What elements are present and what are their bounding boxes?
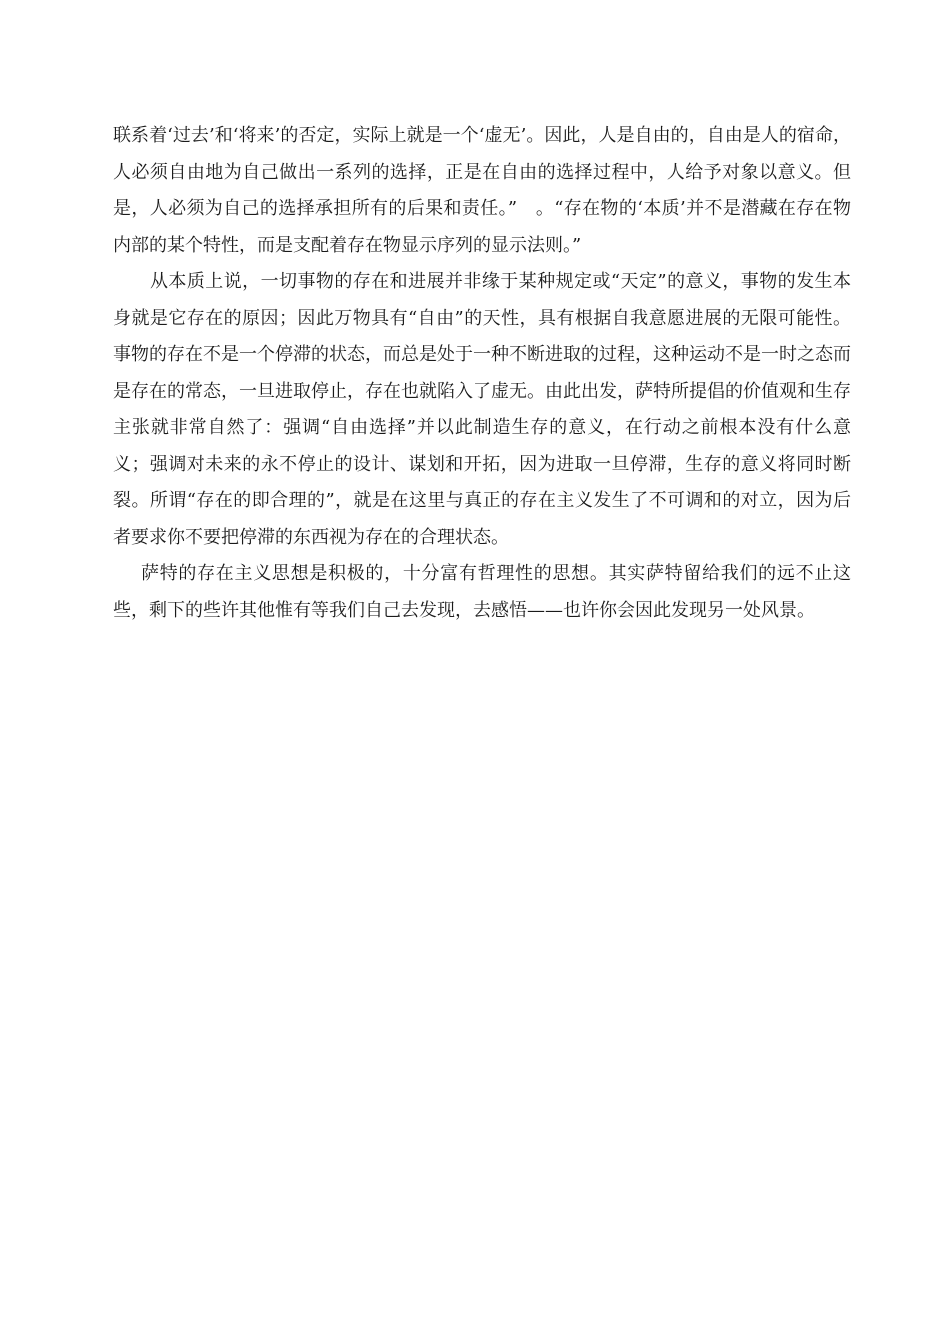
paragraph-3: 萨特的存在主义思想是积极的，十分富有哲理性的思想。其实萨特留给我们的远不止这些，剩下的些许其他惟有等我们自己去发现，去感悟——也许你会因此发现另一处风景。 <box>113 563 851 621</box>
paragraph-2: 从本质上说，一切事物的存在和进展并非缘于某种规定或“天定”的意义，事物的发生本身就是它存在的原因；因此万物具有“自由”的天性，具有根据自我意愿进展的无限可能性。事物的存在不是一个停滞的状态，而总是处于一种不断进取的过程，这种运动不是一时之态而是存在的常态，一旦进取停止，存在也就陷入了虚无。由此出发，萨特所提倡的价值观和生存主张就非常自然了：强调“自由选择”并以此制造生存的意义，在行动之前根本没有什么意义；强调对未来的永不停止的设计、谋划和开拓，因为进取一旦停滞，生存的意义将同时断裂。所谓“存在的即合理的”，就是在这里与真正的存在主义发生了不可调和的对立，因为后者要求你不要把停滞的东西视为存在的合理状态。 <box>113 271 851 548</box>
paragraph-1: 联系着‘过去’和‘将来’的否定，实际上就是一个‘虚无’。因此，人是自由的，自由是人的宿命，人必须自由地为自己做出一系列的选择，正是在自由的选择过程中，人给予对象以意义。但是，人必须为自己的选择承担所有的后果和责任。” 。“存在物的‘本质’并不是潜藏在存在物内部的某个特性，而是支配着存在物显示序列的显示法则。” <box>113 125 851 256</box>
document-body <box>113 118 851 629</box>
